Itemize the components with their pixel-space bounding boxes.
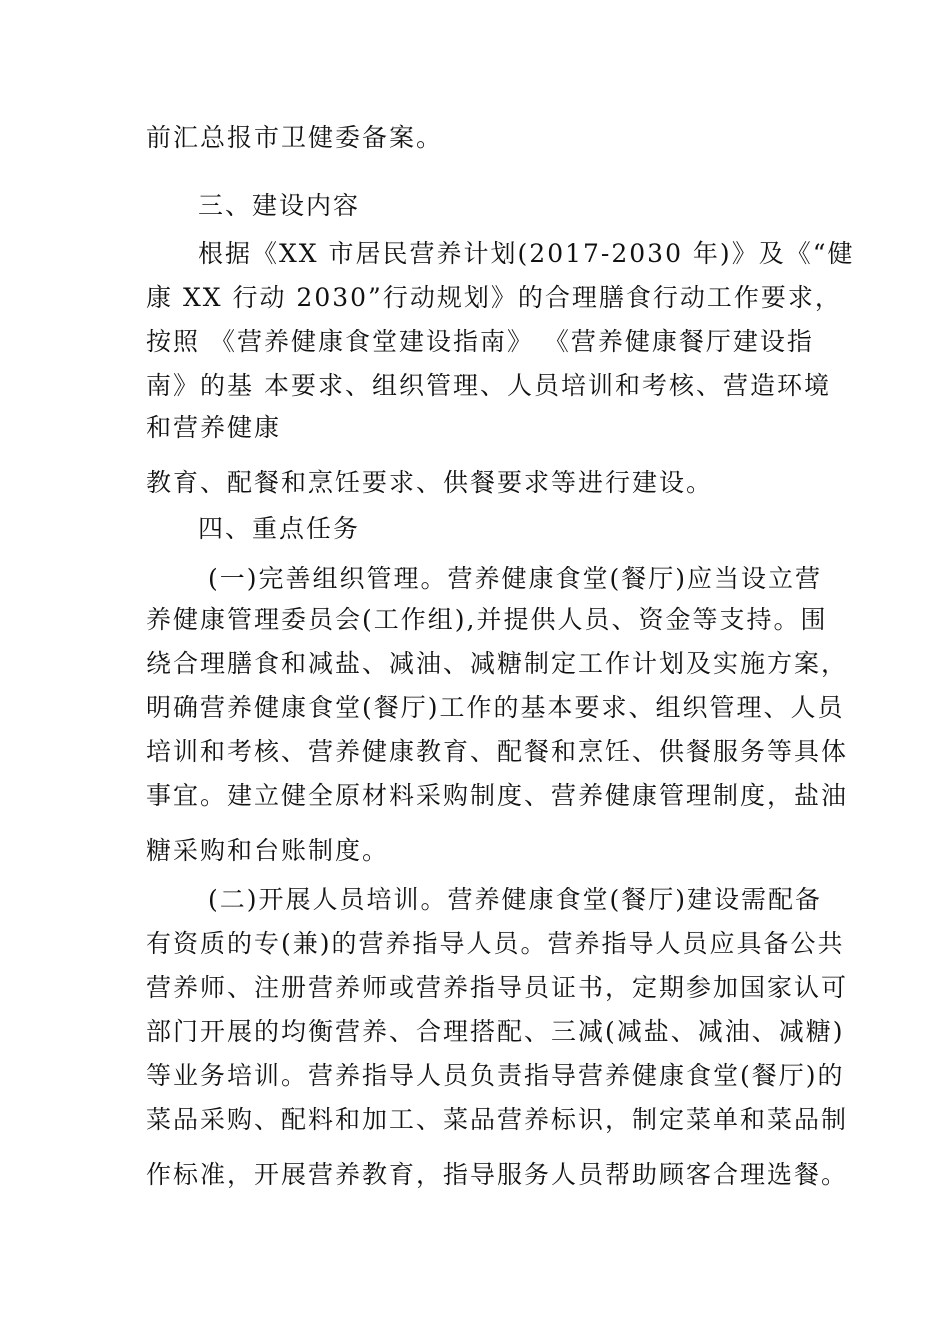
text-line-23: 作标准，开展营养教育，指导服务人员帮助顾客合理选餐。 — [146, 1160, 849, 1189]
text-line-19: 营养师、注册营养师或营养指导员证书，定期参加国家认可 — [146, 973, 849, 1002]
text-line-16: 糖采购和台账制度。 — [146, 836, 390, 865]
text-line-11: 养健康管理委员会(工作组),并提供人员、资金等支持。围 — [146, 605, 828, 634]
text-line-14: 培训和考核、营养健康教育、配餐和烹饪、供餐服务等具体 — [146, 737, 849, 766]
text-line-3: 根据《XX 市居民营养计划(2017-2030 年)》及《“健 — [198, 239, 855, 268]
section-heading-3: 三、建设内容 — [198, 191, 361, 220]
text-line-8: 教育、配餐和烹饪要求、供餐要求等进行建设。 — [146, 468, 714, 497]
text-line-13: 明确营养健康食堂(餐厅)工作的基本要求、组织管理、人员 — [146, 693, 845, 722]
text-line-21: 等业务培训。营养指导人员负责指导营养健康食堂(餐厅)的 — [146, 1061, 845, 1090]
text-line-17: (二)开展人员培训。营养健康食堂(餐厅)建设需配备 — [208, 885, 823, 914]
text-line-20: 部门开展的均衡营养、合理搭配、三减(减盐、减油、减糖) — [146, 1017, 845, 1046]
text-line-5: 按照 《营养健康食堂建设指南》 《营养健康餐厅建设指 — [146, 327, 814, 356]
text-line-6: 南》的基 本要求、组织管理、人员培训和考核、营造环境 — [146, 371, 831, 400]
text-line-12: 绕合理膳食和减盐、减油、减糖制定工作计划及实施方案， — [146, 649, 849, 678]
text-line-15: 事宜。建立健全原材料采购制度、营养健康管理制度，盐油 — [146, 781, 849, 810]
text-line-22: 菜品采购、配料和加工、菜品营养标识，制定菜单和菜品制 — [146, 1105, 849, 1134]
text-line-4: 康 XX 行动 2030”行动规划》的合理膳食行动工作要求， — [146, 283, 842, 312]
text-line-10: (一)完善组织管理。营养健康食堂(餐厅)应当设立营 — [208, 564, 823, 593]
text-line-1: 前汇总报市卫健委备案。 — [146, 123, 444, 152]
text-line-18: 有资质的专(兼)的营养指导人员。营养指导人员应具备公共 — [146, 929, 845, 958]
section-heading-4: 四、重点任务 — [198, 514, 361, 543]
text-line-7: 和营养健康 — [146, 413, 282, 442]
